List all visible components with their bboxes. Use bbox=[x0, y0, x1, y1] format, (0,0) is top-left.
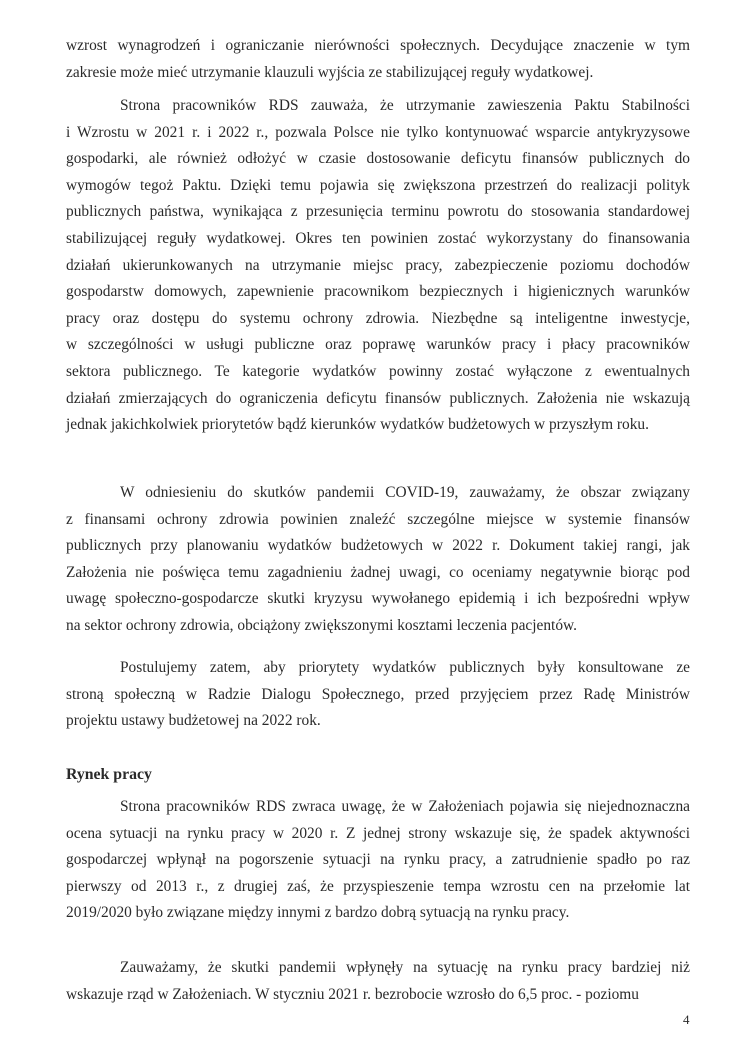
text-line: publicznych przy planowaniu wydatków budżetowych w 2022 r. Dokument takiej rangi, jak bbox=[66, 537, 690, 555]
text-line: z finansami ochrony zdrowia powinien znaleźć szczególne miejsce w systemie finansów bbox=[66, 510, 690, 528]
paragraph bbox=[66, 480, 690, 640]
text-line: sektora publicznego. Te kategorie wydatków powinny zostać wyłączone z ewentualnych bbox=[66, 362, 690, 380]
text-line: wskazuje rząd w Założeniach. W styczniu 2021 r. bezrobocie wzrosło do 6,5 proc. - poziomu bbox=[66, 985, 639, 1003]
text-line: gospodarczej wpłynął na pogorszenie sytuacji na rynku pracy, a zatrudnienie spadło po raz bbox=[66, 851, 690, 869]
text-line: pracy oraz dostępu do systemu ochrony zdrowia. Niezbędne są inteligentne inwestycje, bbox=[66, 309, 690, 327]
text-line: stabilizującej reguły wydatkowej. Okres ten powinien zostać wykorzystany do finansowania bbox=[66, 229, 690, 247]
paragraph bbox=[66, 655, 690, 735]
text-line: W odniesieniu do skutków pandemii COVID-19, zauważamy, że obszar związany bbox=[120, 484, 690, 501]
text-line: Strona pracowników RDS zwraca uwagę, że w Założeniach pojawia się niejednoznaczna bbox=[120, 798, 690, 815]
paragraph bbox=[66, 33, 690, 86]
text-line: jednak jakichkolwiek priorytetów bądź kierunków wydatków budżetowych w przyszłym roku. bbox=[66, 416, 649, 434]
paragraph bbox=[66, 93, 690, 439]
section-heading: Rynek pracy bbox=[66, 766, 152, 783]
text-line: projektu ustawy budżetowej na 2022 rok. bbox=[66, 712, 321, 730]
text-line: 2019/2020 było związane między innymi z bardzo dobrą sytuacją na rynku pracy. bbox=[66, 904, 570, 922]
text-line: w szczególności w usługi publiczne oraz poprawę warunków pracy i płacy pracowników bbox=[66, 336, 690, 354]
text-line: zakresie może mieć utrzymanie klauzuli wyjścia ze stabilizującej reguły wydatkowej. bbox=[66, 63, 594, 81]
text-line: na sektor ochrony zdrowia, obciążony zwiększonymi kosztami leczenia pacjentów. bbox=[66, 616, 577, 634]
text-line: wzrost wynagrodzeń i ograniczanie nierówności społecznych. Decydujące znaczenie w tym bbox=[66, 37, 690, 54]
text-line: pierwszy od 2013 r., z drugiej zaś, że przyspieszenie tempa wzrostu cen na przełomie lat bbox=[66, 877, 690, 895]
text-line: publicznych państwa, wynikająca z przesunięcia terminu powrotu do stosowania standardowej bbox=[66, 203, 690, 221]
paragraph bbox=[66, 955, 690, 1008]
text-line: gospodarstw domowych, zapewnienie pracownikom bezpiecznych i higienicznych warunków bbox=[66, 283, 690, 301]
text-line: stroną społeczną w Radzie Dialogu Społecznego, przed przyjęciem przez Radę Ministrów bbox=[66, 685, 690, 703]
text-line: Zauważamy, że skutki pandemii wpłynęły na sytuację na rynku pracy bardziej niż bbox=[120, 959, 690, 976]
text-line: ocena sytuacji na rynku pracy w 2020 r. Z jednej strony wskazuje się, że spadek aktywności bbox=[66, 824, 690, 842]
page-number: 4 bbox=[683, 1012, 690, 1027]
paragraph bbox=[66, 794, 690, 927]
text-line: działań ukierunkowanych na utrzymanie miejsc pracy, zabezpieczenie poziomu dochodów bbox=[66, 256, 690, 274]
text-line: Strona pracowników RDS zauważa, że utrzymanie zawieszenia Paktu Stabilności bbox=[120, 97, 690, 114]
text-line: Założenia nie poświęca temu zagadnieniu żadnej uwagi, co oceniamy negatywnie biorąc pod bbox=[66, 563, 690, 581]
text-line: uwagę społeczno-gospodarcze skutki kryzysu wywołanego epidemią i ich bezpośredni wpływ bbox=[66, 590, 690, 608]
text-line: wymogów tegoż Paktu. Dzięki temu pojawia się zwiększona przestrzeń do realizacji polityk bbox=[66, 176, 690, 194]
text-line: gospodarki, ale również odłożyć w czasie dostosowanie deficytu finansów publicznych do bbox=[66, 150, 690, 168]
text-line: działań zmierzających do ograniczenia deficytu finansów publicznych. Założenia nie wskazują bbox=[66, 389, 690, 407]
text-line: i Wzrostu w 2021 r. i 2022 r., pozwala Polsce nie tylko kontynuować wsparcie antykryzysowe bbox=[66, 123, 690, 141]
text-line: Postulujemy zatem, aby priorytety wydatków publicznych były konsultowane ze bbox=[120, 659, 690, 676]
